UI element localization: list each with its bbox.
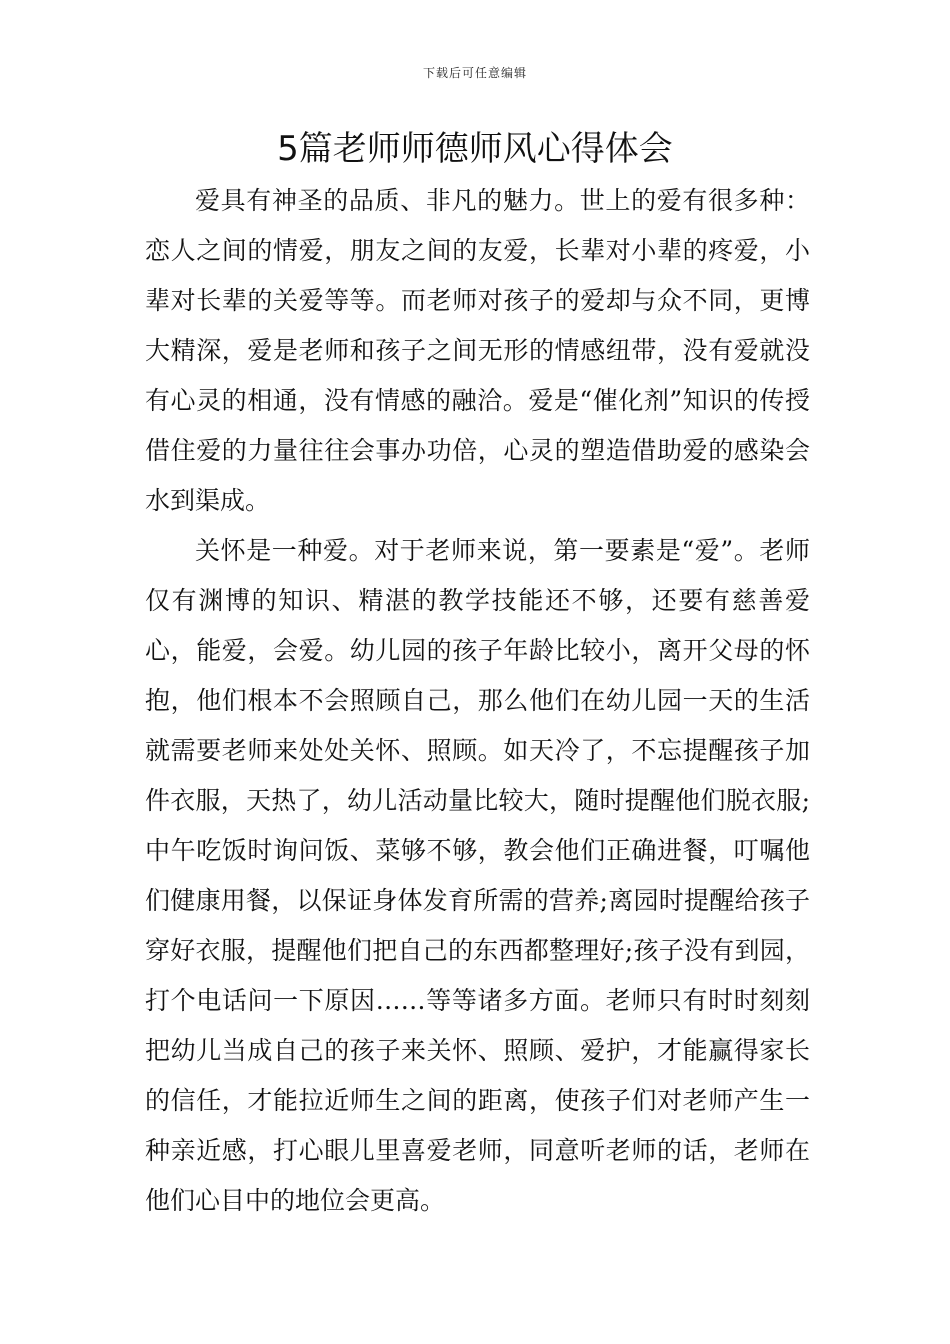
header-note: 下载后可任意编辑 [422, 66, 527, 80]
document-title: 5篇老师师德师风心得体会 [277, 129, 673, 169]
document-body [145, 176, 810, 1226]
paragraph-2: 关怀是一种爱。对于老师来说，第一要素是“爱”。老师仅有渊博的知识、精湛的教学技能还不够，还要有慈善爱心，能爱，会爱。幼儿园的孩子年龄比较小，离开父母的怀抱，他们根本不会照顾自己，那么他们在幼儿园一天的生活就需要老师来处处关怀、照顾。如天冷了，不忘提醒孩子加件衣服，天热了，幼儿活动量比较大，随时提醒他们脱衣服;中午吃饭时询问饭、菜够不够，教会他们正确进餐，叮嘱他们健康用餐，以保证身体发育所需的营养;离园时提醒给孩子穿好衣服，提醒他们把自己的东西都整理好;孩子没有到园，打个电话问一下原因……等等诸多方面。老师只有时时刻刻把幼儿当成自己的孩子来关怀、照顾、爱护，才能赢得家长的信任，才能拉近师生之间的距离，使孩子们对老师产生一种亲近感，打心眼儿里喜爱老师，同意听老师的话，老师在他们心目中的地位会更高。 [145, 536, 810, 1215]
paragraph-1: 爱具有神圣的品质、非凡的魅力。世上的爱有很多种：恋人之间的情爱，朋友之间的友爱，长辈对小辈的疼爱，小辈对长辈的关爱等等。而老师对孩子的爱却与众不同，更博大精深，爱是老师和孩子之间无形的情感纽带，没有爱就没有心灵的相通，没有情感的融洽。爱是“催化剂”知识的传授借住爱的力量往往会事办功倍，心灵的塑造借助爱的感染会水到渠成。 [145, 186, 810, 515]
